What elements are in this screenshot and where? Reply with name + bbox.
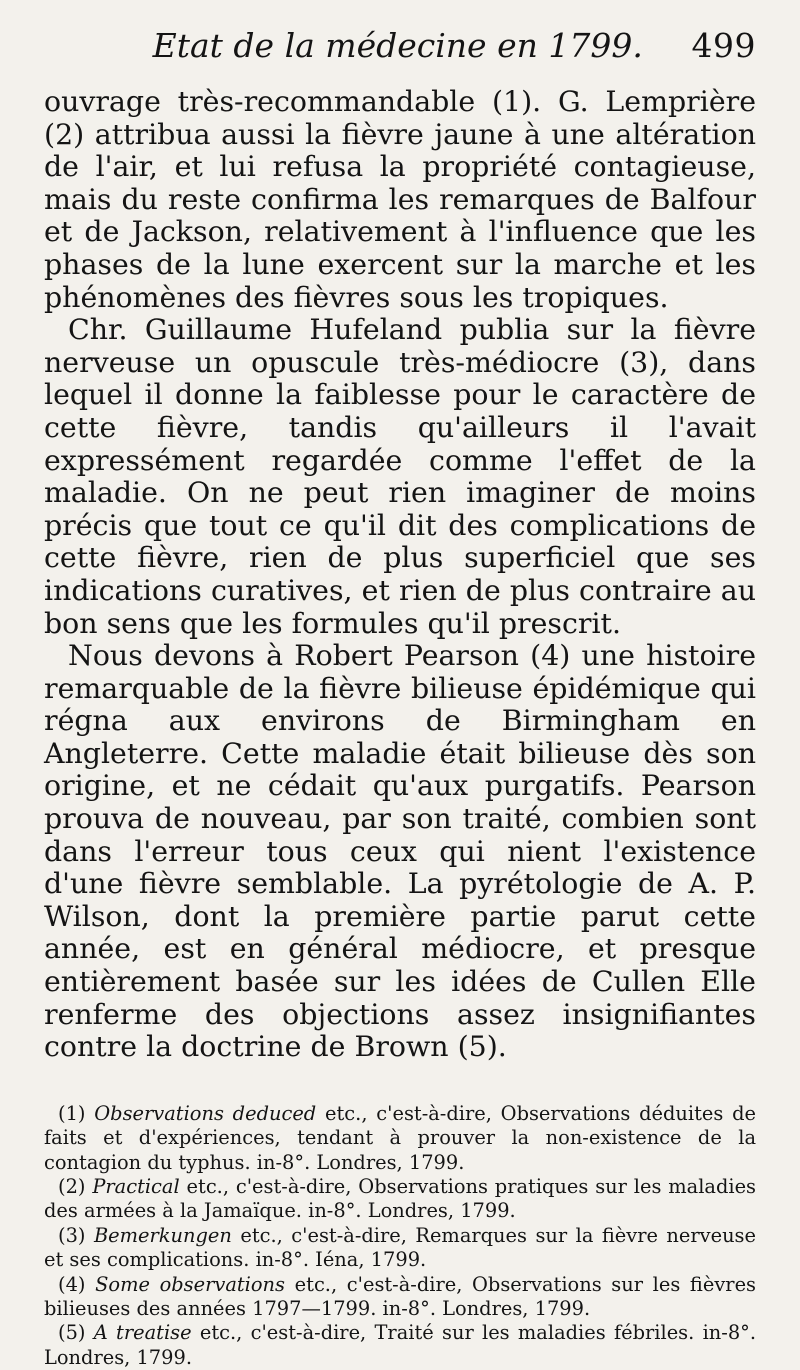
- footnote-marker: (1): [58, 1101, 86, 1125]
- page-number: 499: [691, 26, 756, 65]
- footnote: [44, 1273, 756, 1322]
- footnote-title: A treatise: [93, 1321, 192, 1345]
- footnote-text: etc., c'est-à-dire, Observations pratiques sur les maladies des armées à la Jamaïque. in-8°. Londres, 1799.: [44, 1175, 756, 1223]
- running-head: [44, 26, 756, 86]
- footnote-title: Bemerkungen: [93, 1223, 232, 1247]
- footnote: [44, 1102, 756, 1175]
- footnote: [44, 1224, 756, 1273]
- footnotes: [44, 1102, 756, 1370]
- paragraph: Nous devons à Robert Pearson (4) une histoire remarquable de la fièvre bilieuse épidémique qui régna aux environs de Birmingham en Angleterre. Cette maladie était bilieuse dès son origine, et ne cédait qu'aux purgatifs. Pearson prouva de nouveau, par son traité, combien sont dans l'erreur tous ceux qui nient l'existence d'une fièvre semblable. La pyrétologie de A. P. Wilson, dont la première partie parut cette année, est en général médiocre, et presque entièrement basée sur les idées de Cullen Elle renferme des objections assez insignifiantes contre la doctrine de Brown (5).: [44, 639, 756, 1064]
- footnote-text: etc., c'est-à-dire, Observations sur les fièvres bilieuses des années 1797—1799. in-8°. Londres, 1799.: [44, 1272, 756, 1321]
- footnote: [44, 1321, 756, 1370]
- running-head-title: Etat de la médecine en 1799.: [152, 26, 643, 65]
- footnote-marker: (5): [58, 1321, 86, 1345]
- paragraph: ouvrage très-recommandable (1). G. Lemprière (2) attribua aussi la fièvre jaune à une altération de l'air, et lui refusa la propriété contagieuse, mais du reste confirma les remarques de Balfour et de Jackson, relativement à l'influence que les phases de la lune exercent sur la marche et les phénomènes des fièvres sous les tropiques.: [44, 85, 756, 314]
- footnote: [44, 1175, 756, 1224]
- footnote-marker: (4): [58, 1272, 86, 1296]
- paragraph: Chr. Guillaume Hufeland publia sur la fièvre nerveuse un opuscule très-médiocre (3), dans lequel il donne la faiblesse pour le caractère de cette fièvre, tandis qu'ailleurs il l'avait expressément regardée comme l'effet de la maladie. On ne peut rien imaginer de moins précis que tout ce qu'il dit des complications de cette fièvre, rien de plus superficiel que ses indications curatives, et rien de plus contraire au bon sens que les formules qu'il prescrit.: [44, 313, 756, 640]
- main-text: [44, 86, 756, 1064]
- footnote-marker: (2): [58, 1175, 86, 1199]
- footnote-text: etc., c'est-à-dire, Remarques sur la fièvre nerveuse et ses complications. in-8°. Iéna, 1799.: [44, 1223, 756, 1272]
- footnote-title: Some observations: [95, 1272, 286, 1296]
- footnote-title: Observations deduced: [94, 1101, 317, 1125]
- footnote-title: Practical: [92, 1175, 180, 1199]
- footnote-text: etc., c'est-à-dire, Observations déduites de faits et d'expériences, tendant à prouver la non-existence de la contagion du typhus. in-8°. Londres, 1799.: [44, 1101, 756, 1174]
- footnote-marker: (3): [58, 1223, 86, 1247]
- footnote-text: etc., c'est-à-dire, Traité sur les maladies fébriles. in-8°. Londres, 1799.: [44, 1321, 757, 1369]
